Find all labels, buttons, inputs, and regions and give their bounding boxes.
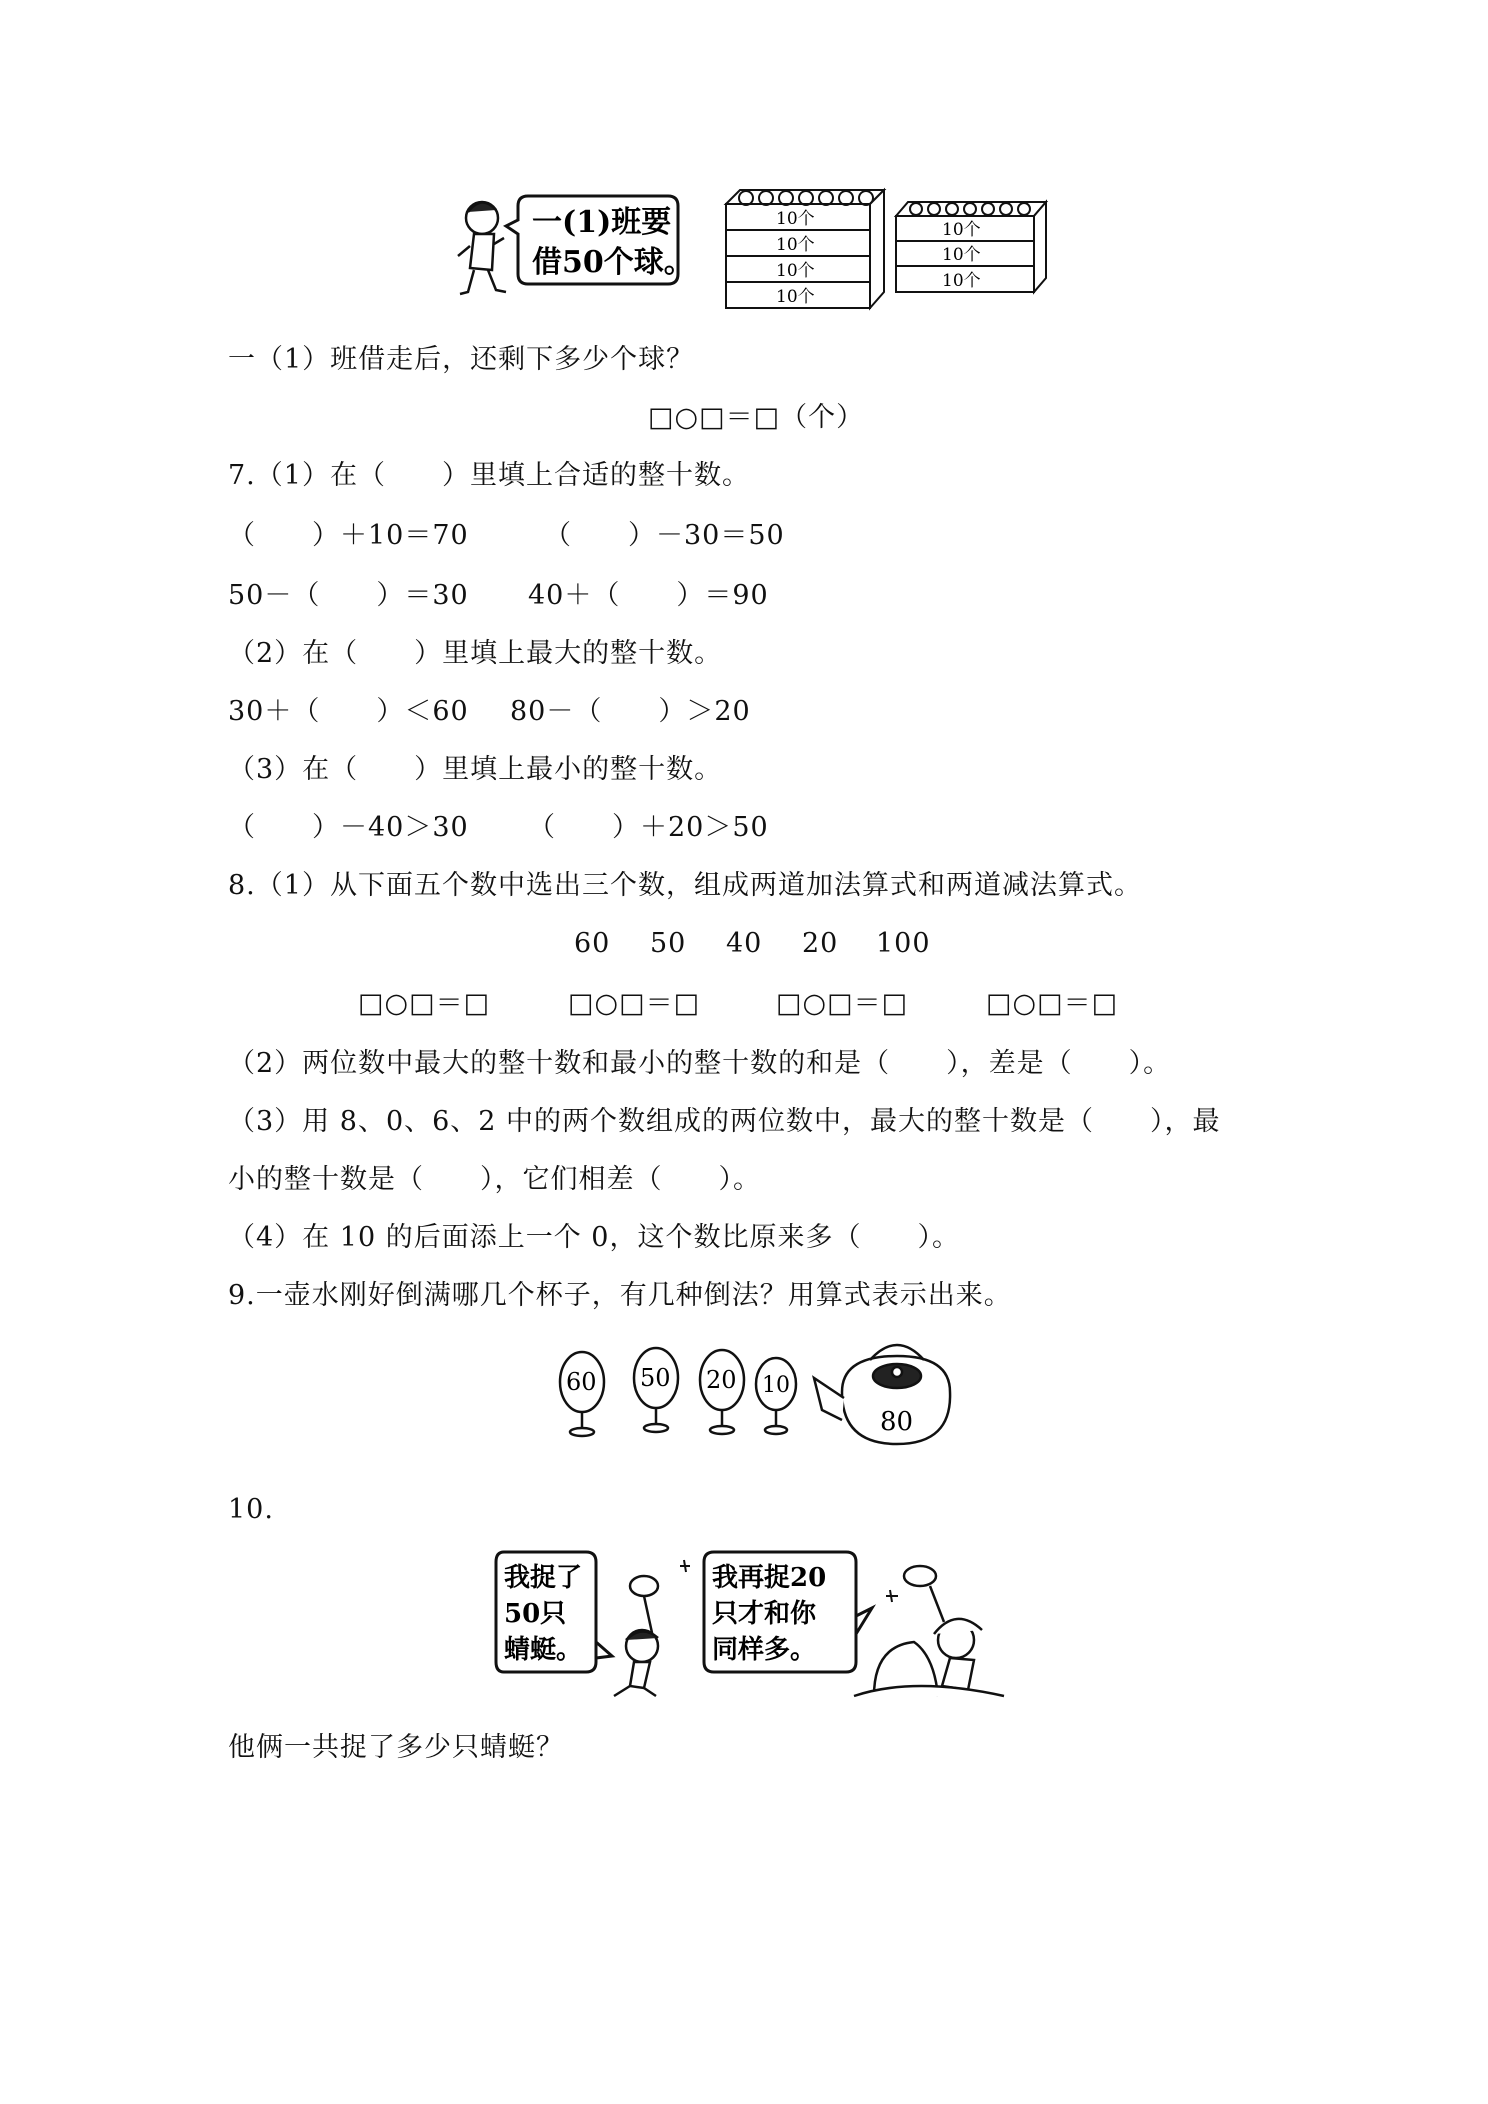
box-label: 10个 bbox=[942, 245, 981, 265]
boy-with-hat-icon bbox=[854, 1566, 1004, 1696]
q8-number: 20 bbox=[802, 928, 839, 959]
left-bubble-line: 蜻蜓。 bbox=[504, 1635, 583, 1665]
q8-formula: □○□＝□ bbox=[986, 988, 1119, 1019]
dragonfly-icon bbox=[886, 1590, 898, 1602]
cup-label: 60 bbox=[566, 1368, 597, 1396]
q7-part1-instruction: 7.（1）在（ ）里填上合适的整十数。 bbox=[228, 460, 750, 491]
q8-number: 40 bbox=[726, 928, 763, 959]
boy-with-net-icon bbox=[614, 1576, 658, 1696]
q7-part2-expr: 30＋（ ）＜60 bbox=[228, 696, 469, 727]
q8-number: 60 bbox=[574, 928, 611, 959]
q8-formula: □○□＝□ bbox=[776, 988, 909, 1019]
q10-question: 他俩一共捉了多少只蜻蜓？ bbox=[228, 1732, 564, 1763]
box-label: 10个 bbox=[942, 271, 981, 291]
q9-question: 9.一壶水刚好倒满哪几个杯子，有几种倒法？用算式表示出来。 bbox=[228, 1280, 1012, 1311]
kettle-label: 80 bbox=[880, 1407, 914, 1437]
left-bubble-line: 50只 bbox=[504, 1599, 567, 1629]
cups-kettle-figure bbox=[552, 1336, 952, 1452]
q6-question: 一（1）班借走后，还剩下多少个球？ bbox=[228, 344, 695, 375]
q8-part2: （2）两位数中最大的整十数和最小的整十数的和是（ ），差是（ ）。 bbox=[228, 1048, 1172, 1079]
running-boy-icon bbox=[458, 202, 506, 294]
right-bubble-line: 只才和你 bbox=[712, 1599, 817, 1629]
q8-part3-line1: （3）用 8、0、6、2 中的两个数组成的两位数中，最大的整十数是（ ），最 bbox=[228, 1106, 1221, 1137]
q6-formula: □○□＝□（个） bbox=[648, 402, 865, 433]
q7-part3-instruction: （3）在（ ）里填上最小的整十数。 bbox=[228, 754, 723, 785]
q8-number: 100 bbox=[876, 928, 931, 959]
bubble-text-line2: 借50个球。 bbox=[532, 245, 694, 280]
q8-part3-line2: 小的整十数是（ ），它们相差（ ）。 bbox=[228, 1164, 761, 1195]
cup-label: 10 bbox=[762, 1373, 790, 1398]
box-label: 10个 bbox=[776, 235, 815, 255]
dragonfly-figure bbox=[494, 1546, 1014, 1700]
q7-part1-expr: 50－（ ）＝30 bbox=[228, 580, 469, 611]
q7-part3-expr: （ ）＋20＞50 bbox=[528, 812, 769, 843]
box-label: 10个 bbox=[776, 209, 815, 229]
q8-number: 50 bbox=[650, 928, 687, 959]
q8-formula: □○□＝□ bbox=[568, 988, 701, 1019]
dragonfly-icon bbox=[680, 1560, 690, 1572]
ball-boxes-figure bbox=[456, 186, 1066, 316]
q10-number: 10. bbox=[228, 1494, 274, 1525]
right-bubble-line: 同样多。 bbox=[712, 1635, 817, 1665]
box-label: 10个 bbox=[776, 261, 815, 281]
q8-part4: （4）在 10 的后面添上一个 0，这个数比原来多（ ）。 bbox=[228, 1222, 960, 1253]
q7-part1-expr: （ ）－30＝50 bbox=[544, 520, 785, 551]
q7-part2-instruction: （2）在（ ）里填上最大的整十数。 bbox=[228, 638, 723, 669]
q8-part1-instruction: 8.（1）从下面五个数中选出三个数，组成两道加法算式和两道减法算式。 bbox=[228, 870, 1142, 901]
q7-part1-expr: （ ）＋10＝70 bbox=[228, 520, 469, 551]
cup-label: 20 bbox=[706, 1366, 737, 1394]
box-label: 10个 bbox=[942, 220, 981, 240]
q7-part2-expr: 80－（ ）＞20 bbox=[510, 696, 751, 727]
bubble-text-line1: 一(1)班要 bbox=[532, 205, 672, 240]
cup-label: 50 bbox=[640, 1364, 671, 1392]
box-label: 10个 bbox=[776, 287, 815, 307]
q7-part1-expr: 40＋（ ）＝90 bbox=[528, 580, 769, 611]
left-bubble-line: 我捉了 bbox=[504, 1563, 583, 1593]
q8-formula: □○□＝□ bbox=[358, 988, 491, 1019]
right-bubble-line: 我再捉20 bbox=[712, 1563, 827, 1593]
q7-part3-expr: （ ）－40＞30 bbox=[228, 812, 469, 843]
